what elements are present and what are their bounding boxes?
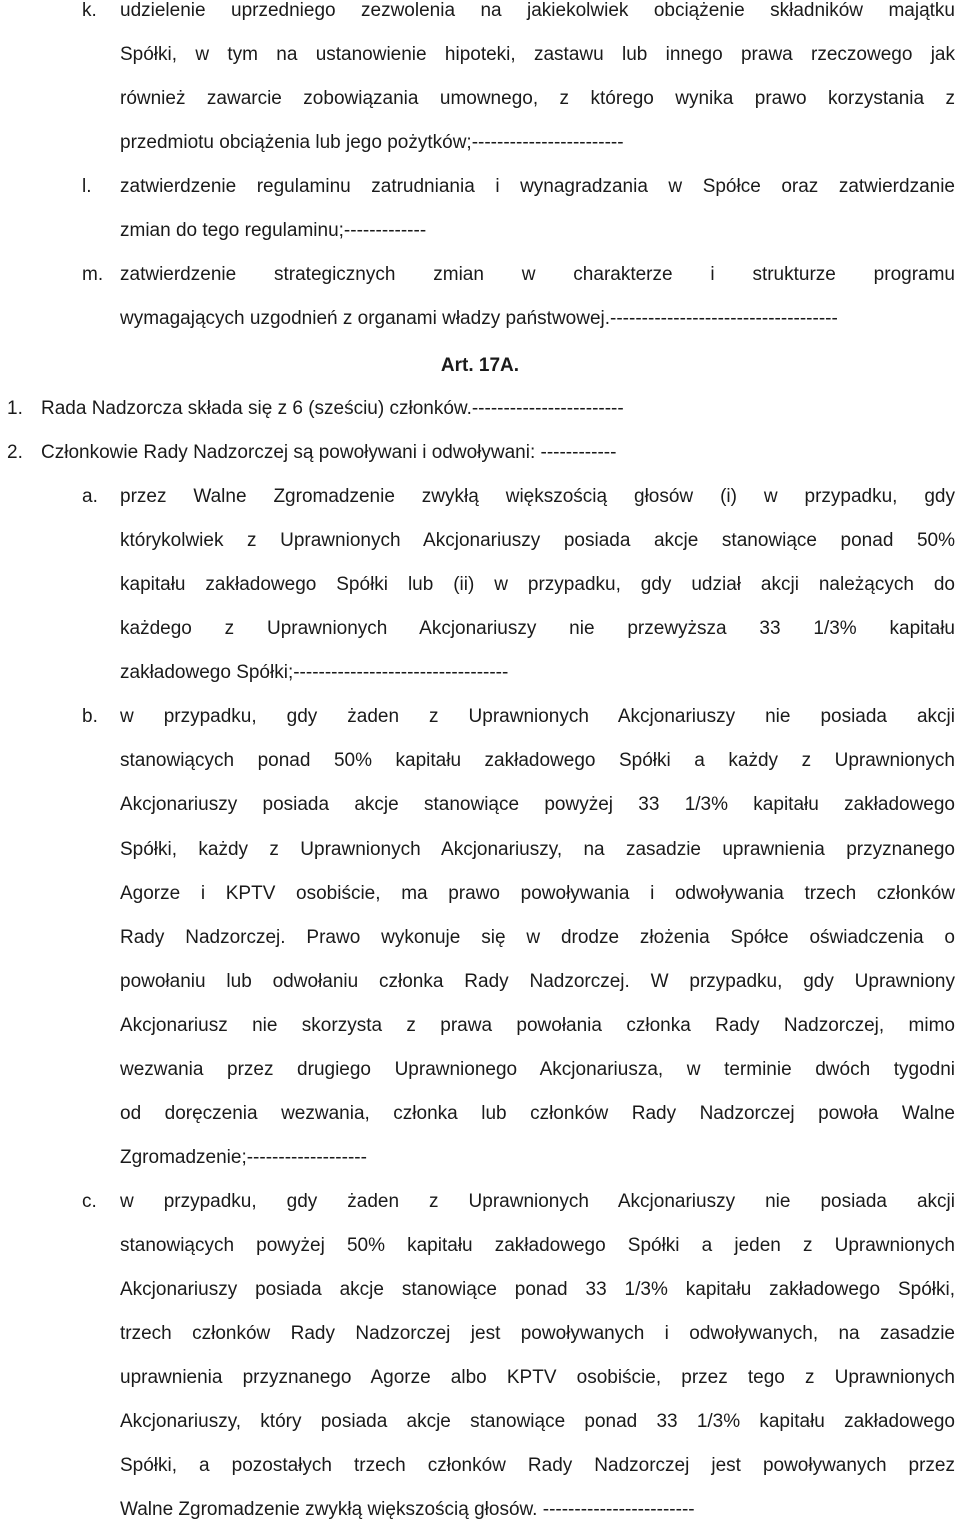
- item-k-line-4: przedmiotu obciążenia lub jego pożytków;------------------------: [120, 132, 624, 153]
- subpoint-b-line-10: od doręczenia wezwania, członka lub członków Rady Nadzorczej powoła Walne: [120, 1103, 955, 1124]
- subpoint-a-line-2: którykolwiek z Uprawnionych Akcjonariuszy posiada akcje stanowiące ponad 50%: [120, 530, 955, 551]
- subpoint-a-line-1: przez Walne Zgromadzenie zwykłą większością głosów (i) w przypadku, gdy: [120, 486, 955, 507]
- subpoint-b-line-9: wezwania przez drugiego Uprawnionego Akcjonariusza, w terminie dwóch tygodni: [120, 1059, 955, 1080]
- subpoint-b-line-4: Spółki, każdy z Uprawnionych Akcjonariuszy, na zasadzie uprawnienia przyznanego: [120, 839, 955, 860]
- item-m-line-1: zatwierdzenie strategicznych zmian w charakterze i strukturze programu: [120, 264, 955, 285]
- subpoint-marker: a.: [82, 486, 98, 507]
- subpoint-b-line-6: Rady Nadzorczej. Prawo wykonuje się w drodze złożenia Spółce oświadczenia o: [120, 927, 955, 948]
- subpoint-a-line-4: każdego z Uprawnionych Akcjonariuszy nie przewyższa 33 1/3% kapitału: [120, 618, 955, 639]
- subpoint-c-line-1: w przypadku, gdy żaden z Uprawnionych Akcjonariuszy nie posiada akcji: [120, 1191, 955, 1212]
- item-marker: k.: [82, 0, 97, 21]
- point-1-text: Rada Nadzorcza składa się z 6 (sześciu) członków.------------------------: [41, 398, 624, 419]
- item-l-line-2: zmian do tego regulaminu;-------------: [120, 220, 427, 241]
- subpoint-b-line-11: Zgromadzenie;-------------------: [120, 1147, 367, 1168]
- subpoint-c-line-3: Akcjonariuszy posiada akcje stanowiące ponad 33 1/3% kapitału zakładowego Spółki,: [120, 1279, 955, 1300]
- subpoint-b-line-3: Akcjonariuszy posiada akcje stanowiące powyżej 33 1/3% kapitału zakładowego: [120, 794, 955, 815]
- subpoint-b-line-2: stanowiących ponad 50% kapitału zakładowego Spółki a każdy z Uprawnionych: [120, 750, 955, 771]
- subpoint-b-line-5: Agorze i KPTV osobiście, ma prawo powoływania i odwoływania trzech członków: [120, 883, 955, 904]
- subpoint-b-line-8: Akcjonariusz nie skorzysta z prawa powołania członka Rady Nadzorczej, mimo: [120, 1015, 955, 1036]
- subpoint-a-line-3: kapitału zakładowego Spółki lub (ii) w przypadku, gdy udział akcji należących do: [120, 574, 955, 595]
- article-heading: Art. 17A.: [440, 355, 520, 376]
- item-l-line-1: zatwierdzenie regulaminu zatrudniania i wynagradzania w Spółce oraz zatwierdzanie: [120, 176, 955, 197]
- item-m-line-2: wymagających uzgodnień z organami władzy państwowej.------------------------------------: [120, 308, 838, 329]
- item-marker: m.: [82, 264, 104, 285]
- point-2-text: Członkowie Rady Nadzorczej są powoływani i odwoływani: ------------: [41, 442, 617, 463]
- subpoint-marker: b.: [82, 706, 98, 727]
- subpoint-c-line-4: trzech członków Rady Nadzorczej jest powoływanych i odwoływanych, na zasadzie: [120, 1323, 955, 1344]
- item-marker: l.: [82, 176, 92, 197]
- subpoint-c-line-8: Walne Zgromadzenie zwykłą większością głosów. ------------------------: [120, 1499, 695, 1520]
- point-2: [0, 438, 960, 468]
- subpoint-b-line-1: w przypadku, gdy żaden z Uprawnionych Akcjonariuszy nie posiada akcji: [120, 706, 955, 727]
- item-k-line-1: udzielenie uprzedniego zezwolenia na jakiekolwiek obciążenie składników majątku: [120, 0, 955, 21]
- subpoint-marker: c.: [82, 1191, 97, 1212]
- subpoint-a-line-5: zakładowego Spółki;----------------------------------: [120, 662, 509, 683]
- subpoint-c-line-6: Akcjonariuszy, który posiada akcje stanowiące ponad 33 1/3% kapitału zakładowego: [120, 1411, 955, 1432]
- point-1: [0, 394, 960, 424]
- point-marker: 1.: [7, 398, 23, 419]
- subpoint-c-line-5: uprawnienia przyznanego Agorze albo KPTV osobiście, przez tego z Uprawnionych: [120, 1367, 955, 1388]
- item-k-line-2: Spółki, w tym na ustanowienie hipoteki, zastawu lub innego prawa rzeczowego jak: [120, 44, 955, 65]
- subpoint-c-line-7: Spółki, a pozostałych trzech członków Rady Nadzorczej jest powoływanych przez: [120, 1455, 955, 1476]
- item-k-line-3: również zawarcie zobowiązania umownego, z którego wynika prawo korzystania z: [120, 88, 955, 109]
- subpoint-b-line-7: powołaniu lub odwołaniu członka Rady Nadzorczej. W przypadku, gdy Uprawniony: [120, 971, 955, 992]
- subpoint-c-line-2: stanowiących powyżej 50% kapitału zakładowego Spółki a jeden z Uprawnionych: [120, 1235, 955, 1256]
- point-marker: 2.: [7, 442, 23, 463]
